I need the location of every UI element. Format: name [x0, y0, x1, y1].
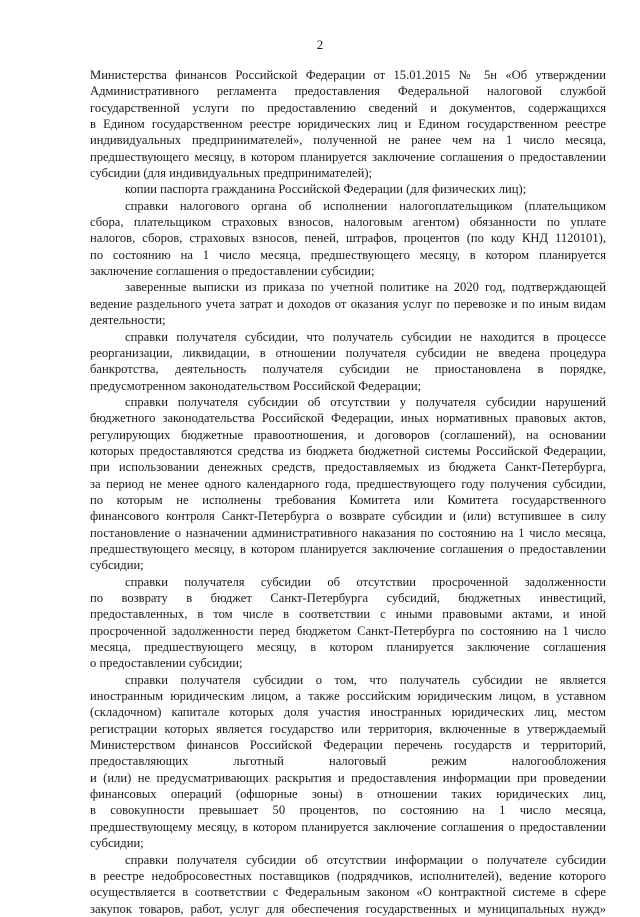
text-line: предоставленных, в том числе в соответствии с иными правовыми актами, и иной: [90, 607, 606, 622]
text-line: финансового контроля Санкт-Петербурга о возврате субсидии и (или) вступившее в силу: [90, 509, 606, 524]
text-line: которых предоставляются средства из бюджета бюджетной системы Российской Федерации,: [90, 443, 606, 458]
text-line: предшествующего месяцу, в котором планируется заключение соглашения о предоставлении: [90, 541, 606, 556]
text-line: (складочном) капитале которых доля участия иностранных юридических лиц, местом: [90, 705, 606, 720]
document-body: [90, 67, 606, 917]
text-line: заверенные выписки из приказа по учетной политике на 2020 год, подтверждающей: [125, 280, 606, 295]
text-line: налогов, сборов, страховых взносов, пеней, штрафов, процентов (по коду КНД 1120101),: [90, 231, 606, 246]
text-line: справки получателя субсидии об отсутствии просроченной задолженности: [125, 574, 606, 589]
text-line: в реестре недобросовестных поставщиков (подрядчиков, исполнителей), ведение которого: [90, 868, 606, 883]
text-line: предшествующего месяцу, в котором планируется заключение соглашения о предоставлении: [90, 149, 606, 164]
text-line: субсидии;: [90, 558, 144, 573]
text-line: просроченной задолженности перед бюджетом Санкт-Петербурга по состоянию на 1 число: [90, 623, 606, 638]
page-number: 2: [316, 37, 324, 52]
text-line: ведение раздельного учета затрат и доходов от оказания услуг по перевозке и по иным видам: [90, 296, 606, 311]
text-line: по которым не исполнены требования Комитета или Комитета государственного: [90, 492, 606, 507]
text-line: за период не менее одного календарного года, предшествующего году получения субсидии,: [90, 476, 606, 491]
text-line: регистрации которых является государство или территория, включенные в утверждаемый: [90, 721, 606, 736]
text-line: закупок товаров, работ, услуг для обеспечения государственных и муниципальных нужд»: [90, 901, 606, 916]
text-line: копии паспорта гражданина Российской Федерации (для физических лиц);: [125, 182, 527, 197]
text-line: предшествующему месяцу, в котором планируется заключение соглашения о предоставлении: [90, 819, 606, 834]
text-line: о предоставлении субсидии;: [90, 656, 243, 671]
text-line: осуществляется в соответствии с Федеральным законом «О контрактной системе в сфере: [90, 885, 606, 900]
text-line: справки получателя субсидии, что получатель субсидии не находится в процессе: [125, 329, 606, 344]
text-line: государственной услуги по предоставлению сведений и документов, содержащихся: [90, 100, 606, 115]
text-line: в Едином государственном реестре юридических лиц и Едином государственном реестре: [90, 117, 606, 132]
text-line: справки получателя субсидии об отсутствии информации о получателе субсидии: [125, 852, 606, 867]
text-line: сбора, плательщиком страховых взносов, налоговым агентом) обязанности по уплате: [90, 215, 606, 230]
text-line: Министерства финансов Российской Федерации от 15.01.2015 № 5н «Об утверждении: [90, 68, 606, 82]
text-line: бюджетного законодательства Российской Федерации, иных нормативных правовых актов,: [90, 411, 606, 426]
text-line: постановление о назначении административного наказания по состоянию на 1 число месяца,: [90, 525, 606, 540]
text-line: справки получателя субсидии о том, что получатель субсидии не является: [125, 672, 606, 687]
text-line: иностранным юридическим лицом, а также российским юридическим лицом, в уставном: [90, 689, 606, 704]
text-line: субсидии;: [90, 836, 144, 851]
text-line: финансовых операций (офшорные зоны) в отношении таких юридических лиц,: [90, 787, 606, 802]
text-line: индивидуальных предпринимателей», полученной не ранее чем на 1 число месяца,: [90, 133, 606, 148]
text-line: предусмотренном законодательством Российской Федерации;: [90, 378, 422, 393]
text-line: при использовании денежных средств, предоставляемых из бюджета Санкт-Петербурга,: [90, 460, 606, 475]
text-line: реорганизации, ликвидации, в отношении получателя субсидии не введена процедура: [90, 345, 606, 360]
text-line: деятельности;: [90, 313, 166, 328]
text-line: справки налогового органа об исполнении налогоплательщиком (плательщиком: [125, 198, 606, 213]
text-line: банкротства, деятельность получателя субсидии не приостановлена в порядке,: [90, 362, 606, 377]
text-line: справки получателя субсидии об отсутствии у получателя субсидии нарушений: [125, 394, 606, 409]
text-line: по состоянию на 1 число месяца, предшествующего месяцу, в котором планируется: [90, 247, 606, 262]
text-line: заключение соглашения о предоставлении субсидии;: [90, 264, 375, 279]
text-line: субсидии (для индивидуальных предпринимателей);: [90, 166, 373, 181]
text-line: регулирующих бюджетные правоотношения, и договоров (соглашений), на основании: [90, 427, 606, 442]
text-line: в совокупности превышает 50 процентов, по состоянию на 1 число месяца,: [90, 803, 606, 818]
text-line: Административного регламента предоставления Федеральной налоговой службой: [90, 84, 606, 99]
text-line: Министерством финансов Российской Федерации перечень государств и территорий,: [90, 738, 606, 753]
text-line: по возврату в бюджет Санкт-Петербурга субсидий, бюджетных инвестиций,: [90, 591, 606, 605]
text-line: месяца, предшествующего месяцу, в котором планируется заключение соглашения: [90, 640, 606, 655]
text-line: предоставляющих льготный налоговый режим налогообложения: [90, 754, 606, 769]
text-line: и (или) не предусматривающих раскрытия и предоставления информации при проведении: [90, 770, 606, 785]
